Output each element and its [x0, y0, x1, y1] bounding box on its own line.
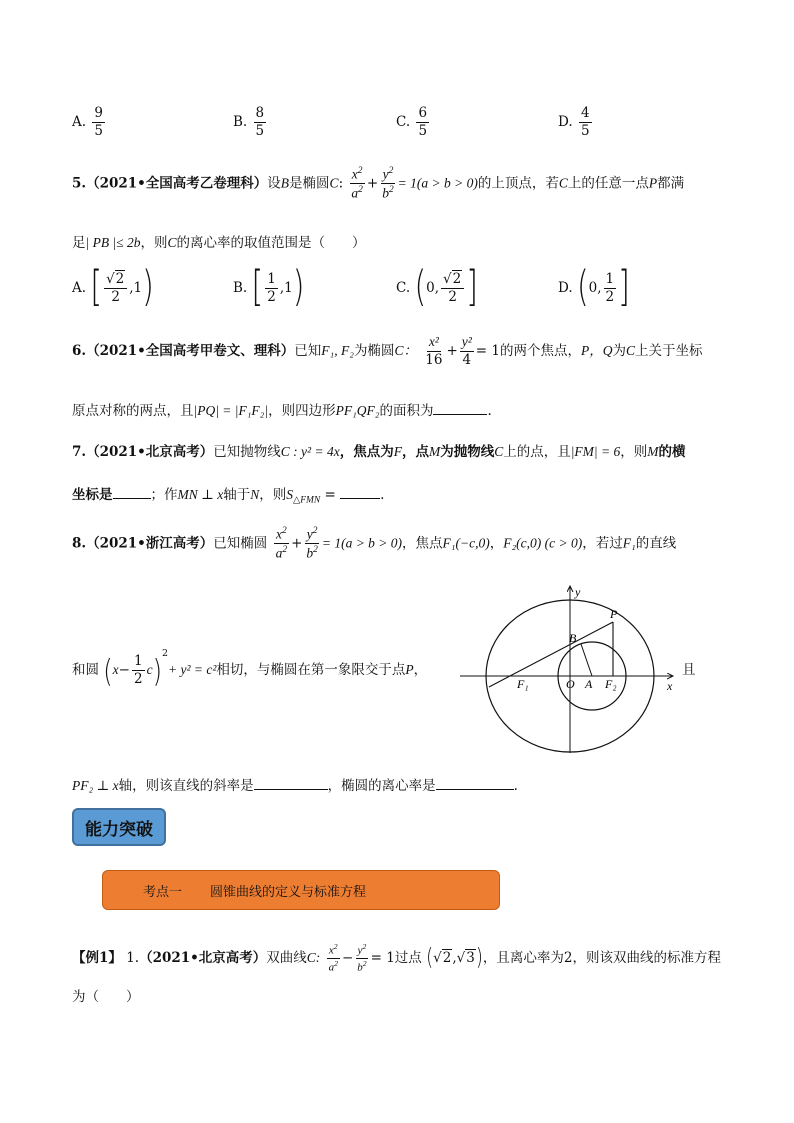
text: 轴，则该直线的斜率是: [118, 778, 254, 794]
text: 轴于: [223, 487, 251, 503]
text: 的两个焦点，: [500, 342, 581, 359]
condition: |PQ| = |F₁F₂|: [193, 403, 269, 418]
q5-line2: [72, 231, 365, 251]
text: ，则四边形: [268, 403, 336, 419]
q8-qie: 且: [682, 662, 696, 678]
text: 为抛物线: [440, 444, 495, 460]
option-letter: C.: [396, 279, 411, 296]
kaodian-label: 考点一: [143, 884, 183, 900]
question-source: （2021•全国高考乙卷理科）: [86, 175, 268, 192]
text: ，焦点为: [339, 444, 394, 460]
perpendicular: MN ⊥ x: [177, 487, 224, 502]
option-letter: D.: [558, 279, 573, 296]
option-letter: B.: [233, 113, 248, 130]
text: 的离心率的取值范围是（ ）: [176, 235, 366, 251]
label-y: y: [575, 585, 581, 599]
text: 原点对称的两点，且: [72, 403, 194, 419]
ellipse-condition: = 1(a > b > 0): [397, 175, 478, 191]
text: 双曲线: [266, 949, 307, 966]
condition: | PB |≤ 2b: [85, 235, 141, 250]
vars-pq: P，Q: [581, 342, 613, 358]
equals: = 1: [475, 342, 500, 359]
text: ，则该双曲线的标准方程: [572, 949, 721, 966]
option-fraction: $\frac{4}{5}$: [580, 105, 590, 139]
q6-line1: 6.（2021•全国高考甲卷文、理科）已知F₁, F₂为椭圆C： $\frac{\text{x²}}{16}$ + $\frac{\text{y²}}{4}$ = 1的两个焦点，P，Q为C上关于坐标: [72, 334, 703, 368]
q4-option-b[interactable]: [233, 106, 268, 139]
foci: F₁, F₂: [321, 342, 354, 358]
section-badge: 能力突破: [72, 808, 166, 846]
text: 为: [612, 342, 626, 359]
text: 上的点，且: [503, 444, 571, 460]
text: 上的任意一点: [567, 175, 649, 192]
question-source: （2021•全国高考甲卷文、理科）: [86, 342, 295, 359]
question-number: 7.: [72, 444, 87, 460]
option-fraction: $\frac{6}{5}$: [418, 105, 428, 139]
q5-option-d[interactable]: D. (0, $\frac{1}{2}$ ]: [558, 263, 630, 313]
var-m: M: [428, 444, 441, 459]
colon: :: [338, 175, 344, 192]
option-letter: B.: [233, 279, 248, 296]
text: ，若过: [582, 535, 623, 552]
question-number: 1.: [126, 949, 140, 966]
question-number: 6.: [72, 342, 87, 359]
var-c: C: [167, 235, 177, 250]
q8-line1: 8.（2021•浙江高考）已知椭圆 $\frac{x^2}{a^2}$ + $\frac{y^2}{b^2}$ = 1(a > b > 0)，焦点F₁(−c,0)，F₂(c,0) (c > 0)，若过F₁的直线: [72, 526, 677, 561]
answer-blank[interactable]: [113, 498, 151, 499]
question-source: （2021•北京高考）: [139, 949, 267, 966]
equals: = 1: [370, 949, 395, 966]
text: ，点: [401, 444, 429, 460]
ellipse-condition: = 1(a > b > 0): [321, 535, 403, 551]
q5-option-a[interactable]: A. [ $\frac{√2}{2}$ ,1): [72, 263, 154, 313]
label-b: B: [569, 631, 577, 645]
var-c: C: [558, 175, 568, 191]
text: 和圆: [72, 662, 99, 678]
question-number: 5.: [72, 175, 87, 192]
area-symbol: S: [286, 487, 293, 502]
kaodian-title: 圆锥曲线的定义与标准方程: [210, 884, 367, 900]
answer-blank[interactable]: [436, 789, 514, 790]
var-c: C:: [306, 949, 321, 965]
perpendicular: PF₂ ⊥ x: [72, 778, 119, 793]
text: 设: [267, 175, 281, 192]
ex1-line2: 为（ ）: [72, 989, 140, 1005]
area-subscript: △FMN: [292, 495, 321, 506]
var-b: B: [280, 175, 290, 191]
ex1-line1: 【例1】 1.（2021•北京高考）双曲线C: $\frac{x^2}{a^2}$ − $\frac{y^2}{b^2}$ = 1过点 (√2,√3)，且离心率为2，则该双曲线的标准方程: [72, 942, 721, 974]
text: ，焦点: [402, 535, 443, 552]
q5-option-c[interactable]: C. (0, $\frac{√2}{2}$ ]: [396, 263, 478, 313]
label-f1: F₁: [517, 677, 529, 691]
text: 的面积为: [379, 403, 434, 419]
text: .: [487, 403, 492, 419]
example-tag: 【例1】: [72, 949, 122, 966]
q5-option-b[interactable]: B. [ $\frac{1}{2}$ ,1): [233, 263, 305, 313]
text: 为椭圆: [353, 342, 395, 359]
var-p: P: [405, 662, 414, 677]
text: 相切，与椭圆在第一象限交于点: [216, 662, 406, 678]
frac-y2-b2: $\frac{y^2}{b^2}$: [306, 526, 318, 561]
text: ，则: [620, 444, 648, 460]
text: 的横: [658, 444, 686, 460]
text: 足: [72, 235, 86, 251]
text: 过点: [394, 949, 422, 966]
q4-option-c[interactable]: [396, 106, 431, 139]
frac-x2-16: $\frac{\text{x²}}{16}$: [425, 334, 443, 368]
text: .: [380, 487, 385, 503]
text: .: [513, 778, 518, 794]
focus-f1: F₁(−c,0): [442, 535, 490, 551]
tangent-line: [489, 622, 613, 687]
ellipse-figure: [455, 578, 685, 758]
q7-line2: [72, 483, 384, 506]
option-fraction: $\frac{9}{5}$: [94, 105, 103, 139]
q4-option-a[interactable]: [72, 106, 107, 139]
eccentricity-value: 2: [563, 949, 573, 966]
var-c: C: [329, 175, 339, 191]
ab-segment: [581, 644, 592, 676]
answer-blank[interactable]: [340, 498, 380, 499]
answer-blank[interactable]: [254, 789, 328, 790]
frac-y2-b2: $\frac{y^2}{b^2}$: [357, 942, 367, 974]
quadrilateral: PF₁QF₂: [335, 403, 380, 418]
text: ，椭圆的离心率是: [327, 778, 436, 794]
text: 是椭圆: [289, 175, 330, 192]
text: 上关于坐标: [635, 342, 703, 359]
text: ，则: [259, 487, 287, 503]
kaodian-banner: [102, 870, 500, 910]
label-a: A: [585, 677, 593, 691]
frac-x2-a2: $\frac{x^2}{a^2}$: [351, 166, 363, 201]
condition: |FM| = 6: [570, 444, 621, 459]
option-letter: D.: [558, 113, 573, 130]
q5-line1: 5.（2021•全国高考乙卷理科）设B是椭圆C: $\frac{x^2}{a^2}$ + $\frac{y^2}{b^2}$ = 1(a > b > 0)的上顶点，若C上的任意一点P都满: [72, 166, 685, 201]
text: 坐标是: [72, 487, 113, 503]
text: ；作: [150, 487, 178, 503]
question-number: 8.: [72, 535, 87, 552]
var-n: N: [250, 487, 260, 502]
text: 都满: [657, 175, 685, 192]
answer-blank[interactable]: [433, 414, 487, 415]
text: 已知: [294, 342, 322, 359]
label-f2: F₂: [605, 677, 617, 691]
text: 已知抛物线: [213, 444, 281, 460]
label-o: O: [566, 677, 575, 691]
frac-y2-4: $\frac{\text{y²}}{4}$: [461, 334, 472, 368]
text: 的上顶点，若: [477, 175, 559, 192]
q7-line1: 7.（2021•北京高考）已知抛物线C : y² = 4x，焦点为F，点M为抛物线C上的点，且|FM| = 6，则M的横: [72, 444, 686, 460]
question-source: （2021•浙江高考）: [86, 535, 214, 552]
text: ，且离心率为: [482, 949, 564, 966]
parabola: C : y² = 4x: [280, 444, 340, 459]
label-x: x: [667, 679, 673, 693]
frac-x2-a2: $\frac{x^2}{a^2}$: [275, 526, 288, 561]
text: 已知椭圆: [213, 535, 268, 552]
q8-line3: [72, 774, 518, 794]
circle-equation: + y² = c²: [167, 662, 217, 677]
question-source: （2021•北京高考）: [86, 444, 214, 460]
option-fraction: $\frac{8}{5}$: [255, 105, 265, 139]
frac-x2-a2: $\frac{x^2}{a^2}$: [328, 942, 338, 974]
var-f1: F₁: [622, 535, 636, 551]
text: ，: [489, 535, 504, 552]
text: 的直线: [635, 535, 677, 552]
text: ，则: [140, 235, 168, 251]
q4-option-d[interactable]: [558, 106, 594, 139]
option-letter: C.: [396, 113, 411, 130]
var-f: F: [393, 444, 402, 459]
option-letter: A.: [72, 279, 87, 296]
q8-line2: 和圆 (x− $\frac{1}{2}$ c)$^2$+ y² = c²相切，与椭圆在第一象限交于点P，: [72, 648, 428, 689]
option-letter: A.: [72, 113, 87, 130]
q6-line2: [72, 399, 492, 419]
text: ，: [413, 662, 428, 678]
focus-f2: F₂(c,0) (c > 0): [503, 535, 583, 551]
var-p: P: [648, 175, 658, 191]
equals: =: [320, 487, 341, 503]
frac-y2-b2: $\frac{y^2}{b^2}$: [382, 166, 394, 201]
label-p: P: [610, 607, 618, 621]
var-c: C：: [394, 342, 417, 358]
